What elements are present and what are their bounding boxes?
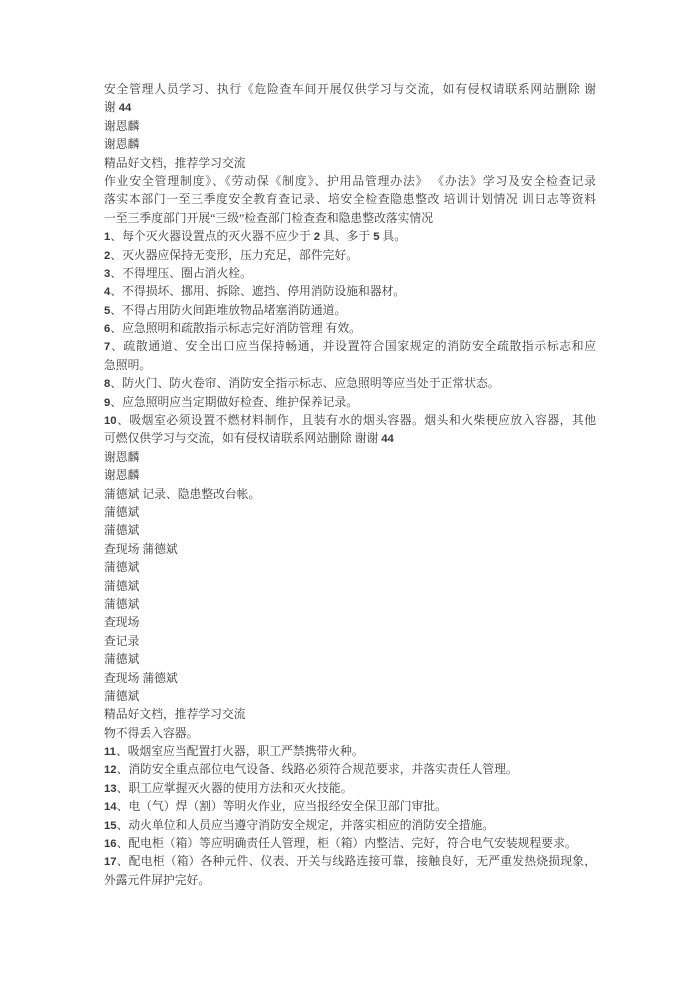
text-line: 10、吸烟室必须设置不燃材料制作，且装有水的烟头容器。烟头和火柴梗应放入容器，其他 [104, 413, 596, 428]
number-text: 5 [373, 231, 380, 244]
text-line: 落实本部门一至三季度安全教育查记录、培安全检查隐患整改 培训计划情况 训日志等资料 [104, 192, 596, 207]
text-line: 作业安全管理制度》、《劳动保《制度》、护用品管理办法》 《办法》学习及安全检查记录 [104, 173, 596, 188]
text-line: 7、疏散通道、安全出口应当保持畅通，并设置符合国家规定的消防安全疏散指示标志和应 [104, 339, 596, 354]
text-line: 查现场 [104, 615, 140, 630]
text-line: 精品好文档，推荐学习交流 [104, 155, 246, 170]
number-text: 44 [381, 433, 394, 446]
text-line: 谢 44 [104, 100, 132, 115]
text-line: 8、防火门、防火卷帘、消防安全指示标志、应急照明等应当处于正常状态。 [104, 376, 500, 391]
number-text: 8 [104, 378, 111, 391]
text-line: 安全管理人员学习、执行《危险查车间开展仅供学习与交流，如有侵权请联系网站删除 谢 [104, 82, 596, 96]
document-body [104, 80, 596, 889]
text-line: 蒲德斌 [104, 688, 140, 703]
number-text: 44 [118, 102, 132, 115]
text-line: 蒲德斌 记录、隐患整改台帐。 [104, 486, 261, 501]
number-text: 11 [104, 746, 116, 759]
text-line: 查现场 蒲德斌 [104, 670, 178, 685]
text-line: 谢恩麟 [104, 449, 140, 464]
text-line: 蒲德斌 [104, 596, 140, 611]
number-text: 2 [313, 231, 321, 244]
number-text: 1 [104, 231, 111, 244]
text-line: 精品好文档，推荐学习交流 [104, 707, 246, 722]
text-line: 6、应急照明和疏散指示标志完好消防管理 有效。 [104, 321, 361, 336]
number-text: 16 [104, 838, 117, 851]
text-line: 1、每个灭火器设置点的灭火器不应少于 2 具、多于 5 具。 [104, 229, 407, 244]
text-line: 5、不得占用防火间距堆放物品堵塞消防通道。 [104, 302, 347, 317]
number-text: 9 [104, 396, 111, 409]
text-line: 9、应急照明应当定期做好检查、维护保养记录。 [104, 394, 359, 409]
text-line: 谢恩麟 [104, 118, 140, 133]
number-text: 6 [104, 323, 111, 336]
number-text: 7 [104, 341, 111, 354]
text-line: 外露元件屏护完好。 [104, 872, 211, 887]
text-line: 16、配电柜（箱）等应明确责任人管理，柜（箱）内整洁、完好，符合电气安装规程要求。 [104, 836, 577, 851]
text-line: 12、消防安全重点部位电气设备、线路必须符合规范要求，并落实责任人管理。 [104, 762, 518, 777]
text-line: 谢恩麟 [104, 468, 140, 483]
number-text: 10 [104, 415, 117, 428]
text-line: 物不得丢入容器。 [104, 725, 199, 740]
text-line: 2、灭火器应保持无变形，压力充足，部件完好。 [104, 247, 359, 262]
text-line: 蒲德斌 [104, 504, 140, 519]
text-line: 11、吸烟室应当配置打火器，职工严禁携带火种。 [104, 744, 364, 759]
text-line: 急照明。 [104, 357, 152, 372]
number-text: 15 [104, 819, 117, 832]
text-line: 14、电（气）焊（割）等明火作业，应当报经安全保卫部门审批。 [104, 799, 447, 814]
number-text: 17 [104, 856, 117, 869]
number-text: 12 [104, 764, 117, 777]
text-line: 13、职工应掌握灭火器的使用方法和灭火技能。 [104, 780, 353, 795]
text-line: 17、配电柜（箱）各种元件、仪表、开关与线路连接可靠，接触良好，无严重发热烧损现象， [104, 854, 596, 869]
number-text: 4 [104, 286, 111, 299]
number-text: 14 [104, 801, 117, 814]
number-text: 13 [104, 782, 117, 795]
text-line: 15、动火单位和人员应当遵守消防安全规定，并落实相应的消防安全措施。 [104, 817, 495, 832]
text-line: 蒲德斌 [104, 578, 140, 593]
text-line: 蒲德斌 [104, 652, 140, 667]
text-line: 蒲德斌 [104, 523, 140, 538]
number-text: 5 [104, 304, 111, 317]
text-line: 谢恩麟 [104, 137, 140, 152]
text-line: 一至三季度部门开展“三级”检查部门检查查和隐患整改落实情况 [104, 210, 433, 225]
number-text: 2 [104, 249, 111, 262]
text-line: 4、不得损坏、挪用、拆除、遮挡、停用消防设施和器材。 [104, 284, 406, 299]
text-line: 3、不得埋压、圈占消火栓。 [104, 265, 252, 280]
text-line: 蒲德斌 [104, 560, 140, 575]
text-line: 查现场 蒲德斌 [104, 541, 178, 556]
text-line: 查记录 [104, 633, 140, 648]
text-line: 可燃仅供学习与交流，如有侵权请联系网站删除 谢谢 44 [104, 431, 394, 446]
number-text: 3 [104, 267, 111, 280]
